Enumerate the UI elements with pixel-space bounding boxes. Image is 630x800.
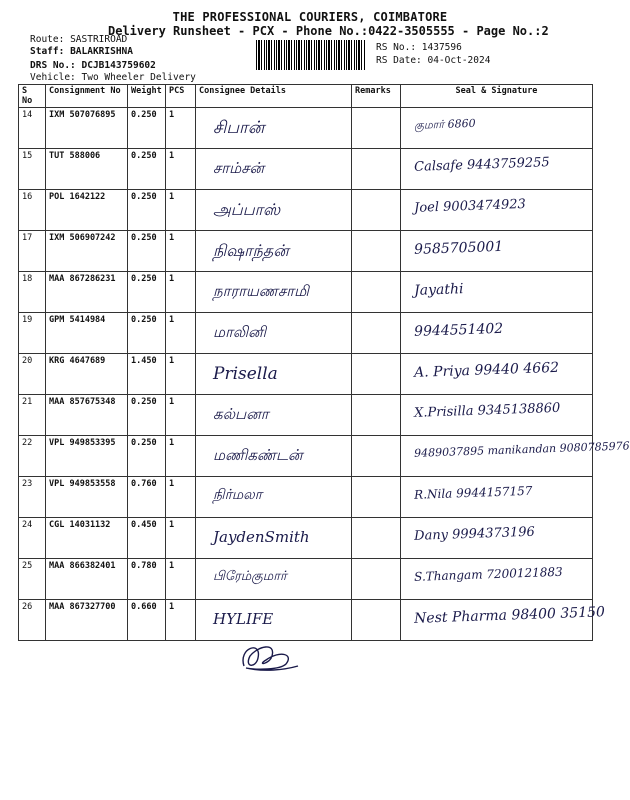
consignee-cell: [196, 108, 352, 149]
consignment-cell: KRG 4647689: [46, 354, 128, 395]
table-row: [19, 231, 593, 272]
pcs-cell: 1: [166, 190, 196, 231]
signature-cell: [401, 600, 606, 641]
rs-date-value: 04-Oct-2024: [427, 55, 491, 66]
remarks-cell: [352, 477, 401, 518]
table-row: [19, 313, 593, 354]
weight-cell: 0.250: [128, 108, 166, 149]
vehicle-label: Vehicle:: [30, 72, 76, 83]
weight-cell: 0.250: [128, 395, 166, 436]
remarks-cell: [352, 149, 401, 190]
remarks-cell: [352, 395, 401, 436]
table-row: [19, 108, 593, 149]
handwritten-consignee: பிரேம்குமார்: [213, 569, 287, 584]
sno-cell: 23: [19, 477, 46, 518]
pcs-cell: 1: [166, 272, 196, 313]
consignee-cell: [196, 559, 352, 600]
weight-cell: 1.450: [128, 354, 166, 395]
pcs-cell: 1: [166, 436, 196, 477]
weight-cell: 0.250: [128, 149, 166, 190]
weight-cell: 0.760: [128, 477, 166, 518]
signature-cell: [401, 395, 593, 436]
consignee-cell: [196, 272, 352, 313]
handwritten-signature: Dany 9994373196: [413, 524, 536, 544]
consignment-cell: IXM 506907242: [46, 231, 128, 272]
runsheet-table: [18, 84, 630, 641]
weight-cell: 0.250: [128, 313, 166, 354]
table-row: [19, 395, 593, 436]
staff-line: [30, 46, 133, 57]
sno-cell: 25: [19, 559, 46, 600]
consignee-cell: [196, 231, 352, 272]
handwritten-signature: 9585705001: [413, 238, 504, 258]
remarks-cell: [352, 559, 401, 600]
sno-cell: 19: [19, 313, 46, 354]
handwritten-signature: 9944551402: [413, 320, 504, 340]
col-sno: S No: [19, 85, 46, 108]
remarks-cell: [352, 231, 401, 272]
pcs-cell: 1: [166, 395, 196, 436]
remarks-cell: [352, 518, 401, 559]
signature-cell: [401, 559, 593, 600]
route-value: SASTRIROAD: [70, 34, 128, 45]
handwritten-signature: குமார் 6860: [413, 116, 476, 132]
pcs-cell: 1: [166, 559, 196, 600]
handwritten-consignee: சிபான்: [213, 118, 265, 138]
handwritten-consignee: கல்பனா: [213, 405, 269, 423]
handwritten-consignee: HYLIFE: [213, 610, 274, 628]
handwritten-consignee: நிஷாந்தன்: [213, 241, 289, 260]
handwritten-signature: R.Nila 9944157157: [413, 483, 533, 502]
consignment-cell: VPL 949853395: [46, 436, 128, 477]
table-row: [19, 559, 593, 600]
pcs-cell: 1: [166, 518, 196, 559]
remarks-cell: [352, 108, 401, 149]
handwritten-signature: 9489037895 manikandan 9080785976: [413, 439, 630, 460]
consignment-cell: VPL 949853558: [46, 477, 128, 518]
pcs-cell: 1: [166, 313, 196, 354]
handwritten-signature: Jayathi: [413, 281, 464, 299]
pcs-cell: 1: [166, 108, 196, 149]
weight-cell: 0.780: [128, 559, 166, 600]
table-row: [19, 477, 593, 518]
table-row: [19, 436, 593, 477]
pcs-cell: 1: [166, 354, 196, 395]
handwritten-consignee: அப்பாஸ்: [213, 200, 281, 219]
weight-cell: 0.250: [128, 272, 166, 313]
sno-cell: 21: [19, 395, 46, 436]
consignee-cell: [196, 354, 352, 395]
signature-cell: [401, 231, 593, 272]
weight-cell: 0.450: [128, 518, 166, 559]
barcode: [256, 40, 366, 70]
handwritten-signature: Nest Pharma 98400 35150: [413, 604, 606, 627]
rs-no-value: 1437596: [421, 42, 462, 53]
consignment-cell: CGL 14031132: [46, 518, 128, 559]
signature-cell: [401, 518, 593, 559]
remarks-cell: [352, 313, 401, 354]
consignee-cell: [196, 190, 352, 231]
route-label: Route:: [30, 34, 65, 45]
table-row: [19, 149, 593, 190]
handwritten-consignee: மணிகண்டன்: [213, 446, 303, 464]
consignment-cell: IXM 507076895: [46, 108, 128, 149]
table-row: [19, 354, 593, 395]
handwritten-consignee: மாலினி: [213, 323, 267, 341]
weight-cell: 0.660: [128, 600, 166, 641]
pcs-cell: 1: [166, 477, 196, 518]
consignment-cell: MAA 857675348: [46, 395, 128, 436]
pcs-cell: 1: [166, 231, 196, 272]
rs-no-line: [376, 42, 462, 53]
handwritten-consignee: சாம்சன்: [213, 159, 265, 177]
vehicle-line: [30, 72, 196, 83]
consignee-cell: [196, 600, 352, 641]
signature-cell: [401, 272, 593, 313]
table-header-row: [19, 85, 593, 108]
consignee-cell: [196, 436, 352, 477]
handwritten-consignee: Prisella: [213, 364, 278, 384]
drs-label: DRS No.:: [30, 60, 76, 71]
rs-date-line: [376, 55, 490, 66]
sno-cell: 20: [19, 354, 46, 395]
consignment-cell: MAA 866382401: [46, 559, 128, 600]
pcs-cell: 1: [166, 149, 196, 190]
col-pcs: PCS: [166, 85, 196, 108]
signature-cell: [401, 354, 593, 395]
signature-cell: [401, 108, 593, 149]
col-remarks: Remarks: [352, 85, 401, 108]
consignment-cell: GPM 5414984: [46, 313, 128, 354]
signature-cell: [401, 477, 593, 518]
table-row: [19, 600, 593, 641]
consignment-cell: TUT 588006: [46, 149, 128, 190]
rs-no-label: RS No.:: [376, 42, 417, 53]
col-consignee: Consignee Details: [196, 85, 352, 108]
sno-cell: 16: [19, 190, 46, 231]
handwritten-signature: S.Thangam 7200121883: [413, 564, 563, 584]
consignment-cell: MAA 867327700: [46, 600, 128, 641]
weight-cell: 0.250: [128, 436, 166, 477]
consignee-cell: [196, 313, 352, 354]
signature-cell: [401, 149, 593, 190]
sno-cell: 14: [19, 108, 46, 149]
col-consignment: Consignment No: [46, 85, 128, 108]
runsheet-title: Delivery Runsheet - PCX - Phone No.:0422-3505555 - Page No.:2: [108, 24, 549, 38]
vehicle-value: Two Wheeler Delivery: [81, 72, 196, 83]
col-signature: Seal & Signature: [401, 85, 593, 108]
handwritten-signature: Joel 9003474923: [413, 196, 527, 216]
sno-cell: 17: [19, 231, 46, 272]
remarks-cell: [352, 190, 401, 231]
table-row: [19, 190, 593, 231]
drs-line: [30, 60, 156, 71]
weight-cell: 0.250: [128, 231, 166, 272]
handwritten-signature: A. Priya 99440 4662: [413, 359, 560, 381]
company-title: THE PROFESSIONAL COURIERS, COIMBATORE: [172, 10, 448, 24]
drs-value: DCJB143759602: [81, 60, 156, 71]
handwritten-consignee: JaydenSmith: [213, 528, 310, 546]
consignment-cell: POL 1642122: [46, 190, 128, 231]
pcs-cell: 1: [166, 600, 196, 641]
col-weight: Weight: [128, 85, 166, 108]
route-line: [30, 34, 127, 45]
consignee-cell: [196, 395, 352, 436]
remarks-cell: [352, 436, 401, 477]
handwritten-consignee: நாராயணசாமி: [213, 282, 309, 300]
handwritten-signature: X.Prisilla 9345138860: [413, 400, 561, 421]
staff-label: Staff:: [30, 46, 65, 57]
sno-cell: 18: [19, 272, 46, 313]
remarks-cell: [352, 600, 401, 641]
handwritten-consignee: நிர்மலா: [213, 487, 263, 503]
sno-cell: 15: [19, 149, 46, 190]
sno-cell: 22: [19, 436, 46, 477]
staff-value: BALAKRISHNA: [70, 46, 133, 57]
signature-cell: [401, 313, 593, 354]
signature-cell: [401, 190, 593, 231]
table-row: [19, 272, 593, 313]
sno-cell: 24: [19, 518, 46, 559]
remarks-cell: [352, 272, 401, 313]
remarks-cell: [352, 354, 401, 395]
rs-date-label: RS Date:: [376, 55, 422, 66]
consignee-cell: [196, 149, 352, 190]
signature-cell: [401, 436, 630, 477]
handwritten-signature: Calsafe 9443759255: [413, 155, 550, 175]
consignee-cell: [196, 477, 352, 518]
consignment-cell: MAA 867286231: [46, 272, 128, 313]
weight-cell: 0.250: [128, 190, 166, 231]
consignee-cell: [196, 518, 352, 559]
table-row: [19, 518, 593, 559]
bottom-signature: [236, 638, 306, 680]
sno-cell: 26: [19, 600, 46, 641]
